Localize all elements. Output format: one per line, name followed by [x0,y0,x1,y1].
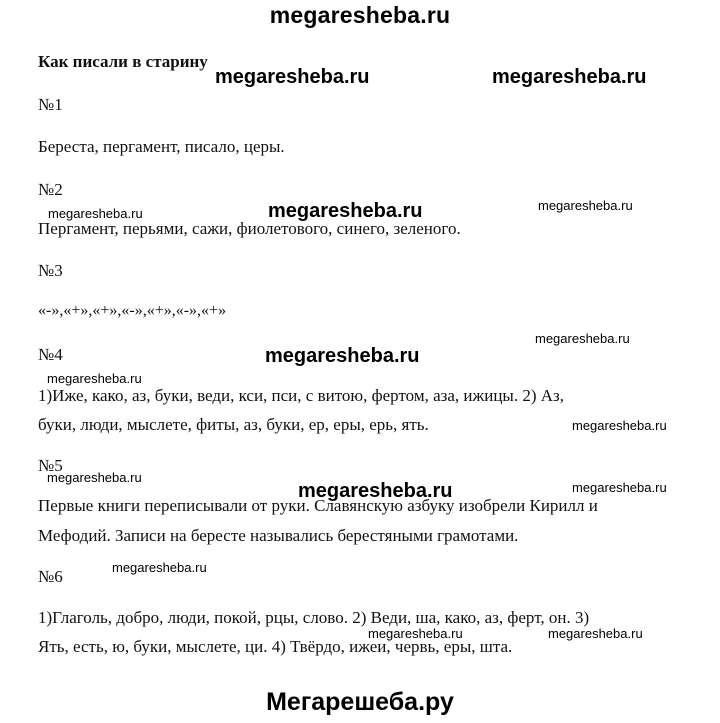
watermark-small: megaresheba.ru [535,331,630,346]
task-answer-line: Первые книги переписывали от руки. Славянскую азбуку изобрели Кирилл и [38,496,598,515]
watermark-small: megaresheba.ru [538,198,633,213]
watermark: megaresheba.ru [268,200,423,222]
watermark: megaresheba.ru [492,66,647,88]
watermark-small: megaresheba.ru [47,371,142,386]
watermark-small: megaresheba.ru [112,560,207,575]
task-answer-line: Ять, есть, ю, буки, мыслете, ци. 4) Твёрдо, ижеи, червь, еры, шта. [38,637,513,656]
task-number: №1 [38,95,63,114]
watermark-small: megaresheba.ru [572,480,667,495]
page-title: Как писали в старину [38,52,208,71]
watermark-small: megaresheba.ru [48,206,143,221]
task-answer-line: Мефодий. Записи на бересте назывались берестяными грамотами. [38,526,519,545]
task-answer-line: буки, люди, мыслете, фиты, аз, буки, ер, еры, ерь, ять. [38,415,429,434]
watermark: megaresheba.ru [298,480,453,502]
watermark-small: megaresheba.ru [572,418,667,433]
task-number: №6 [38,567,63,586]
task-number: №3 [38,261,63,280]
task-answer-line: 1)Иже, како, аз, буки, веди, кси, пси, с витою, фертом, аза, ижицы. 2) Аз, [38,386,565,405]
task-answer: «-»,«+»,«+»,«-»,«+»,«-»,«+» [38,302,227,319]
watermark: megaresheba.ru [215,66,370,88]
watermark-top: megaresheba.ru [269,2,451,28]
task-answer: Пергамент, перьями, сажи, фиолетового, синего, зеленого. [38,219,461,238]
task-answer: Береста, пергамент, писало, церы. [38,137,285,156]
task-answer-line: 1)Глаголь, добро, люди, покой, рцы, слово. 2) Веди, ша, како, аз, ферт, он. 3) [38,608,590,627]
task-number: №4 [38,345,63,364]
watermark-small: megaresheba.ru [368,626,463,641]
watermark-small: megaresheba.ru [548,626,643,641]
watermark-small: megaresheba.ru [47,470,142,485]
task-number: №2 [38,180,63,199]
task-number: №5 [38,456,63,475]
watermark-bottom: Мегарешеба.ру [266,688,454,716]
watermark: megaresheba.ru [265,345,420,367]
